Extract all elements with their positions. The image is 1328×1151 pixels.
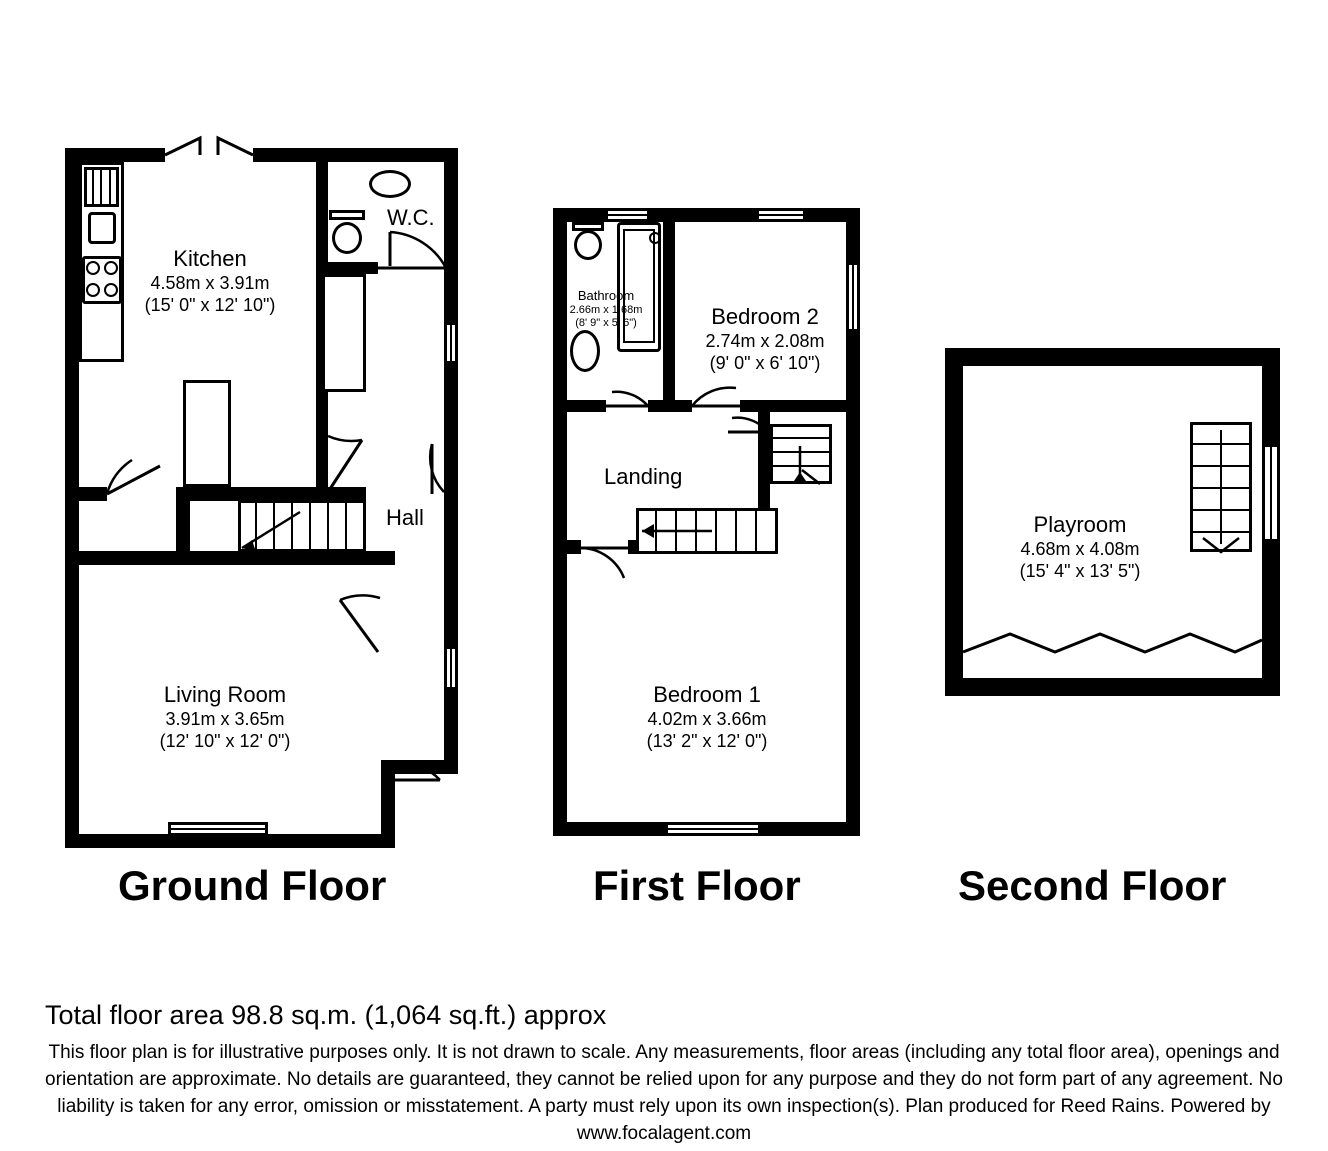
- second-floor-plan: [920, 0, 1328, 909]
- bathroom-basin: [570, 330, 600, 372]
- wall-ground-left-stub: [65, 487, 107, 501]
- room-label-hall: Hall: [386, 505, 424, 530]
- wall-first-landing-left: [553, 540, 581, 554]
- wc-toilet-bowl: [332, 222, 362, 254]
- room-label-bedroom1: [620, 682, 794, 753]
- room-label-playroom: [960, 512, 1200, 583]
- playroom-name: Playroom: [1033, 512, 1127, 537]
- kitchen-sink: [88, 212, 116, 244]
- second-floor-title: Second Floor: [958, 862, 1227, 909]
- ground-staircase: [238, 500, 366, 552]
- wall-ground-right-lower: [444, 686, 458, 761]
- disclaimer-text: This floor plan is for illustrative purposes only. It is not drawn to scale. Any measurements, floor areas (including any total floor area), openings and orientation are approximate. No details are guaranteed, they cannot be relied upon for any purpose and they do not form part of any agreement. No liability is taken for any error, omission or misstatement. A party must rely upon its own inspection(s). Plan produced for Reed Rains. Powered by www.focalagent.com: [45, 1042, 1283, 1144]
- bedroom2-name: Bedroom 2: [711, 304, 819, 329]
- kitchen-cupboard-lines: [84, 167, 119, 207]
- wall-ground-right-step-top: [381, 760, 458, 774]
- room-label-bathroom: [550, 288, 662, 331]
- wall-second-top: [945, 348, 1280, 366]
- ground-floor-plan: [0, 0, 500, 909]
- wall-ground-mid-horizontal: [176, 487, 366, 501]
- window-bathroom-top: [605, 208, 650, 222]
- bathroom-dim-imperial: (8' 9" x 5' 6"): [575, 317, 637, 330]
- wall-first-bed2-bottom2: [740, 400, 860, 412]
- room-label-bedroom2: [680, 304, 850, 375]
- room-label-wc: W.C.: [387, 205, 435, 230]
- ground-floor-title: Ground Floor: [118, 862, 387, 909]
- window-playroom-right: [1262, 444, 1280, 542]
- bathroom-bath: [617, 222, 661, 352]
- bedroom2-dim-imperial: (9' 0" x 6' 10"): [709, 352, 821, 373]
- wall-first-bathroom-right: [663, 208, 675, 408]
- living-room-dim-metric: 3.91m x 3.65m: [165, 708, 285, 729]
- total-floor-area: Total floor area 98.8 sq.m. (1,064 sq.ft.) approx: [45, 1000, 607, 1030]
- wall-ground-living-top: [65, 551, 395, 565]
- bathroom-toilet-bowl: [574, 230, 602, 260]
- wall-ground-stair-wall: [176, 487, 190, 557]
- first-floor-staircase-up: [770, 424, 832, 484]
- playroom-dim-imperial: (15' 4" x 13' 5"): [1019, 560, 1141, 581]
- bedroom2-dim-metric: 2.74m x 2.08m: [705, 330, 825, 351]
- living-room-name: Living Room: [163, 682, 287, 707]
- wall-ground-top-right: [253, 148, 458, 162]
- bathroom-dim-metric: 2.66m x 1.68m: [569, 303, 643, 316]
- window-living-right: [444, 646, 458, 690]
- wc-basin: [369, 170, 411, 198]
- wall-second-bottom: [945, 678, 1280, 696]
- bathroom-name: Bathroom: [577, 288, 635, 303]
- window-bedroom2-top: [756, 208, 806, 222]
- kitchen-counter-right: [322, 274, 366, 392]
- wall-ground-top-left: [65, 148, 165, 162]
- room-label-landing: Landing: [604, 464, 683, 489]
- room-label-kitchen: [110, 246, 310, 317]
- wall-first-bottom-right: [758, 822, 860, 836]
- wall-second-right-top: [1262, 348, 1280, 446]
- living-room-dim-imperial: (12' 10" x 12' 0"): [159, 730, 291, 751]
- bedroom1-name: Bedroom 1: [653, 682, 761, 707]
- kitchen-unit-bottom: [183, 380, 231, 487]
- wc-toilet-cistern: [329, 210, 365, 220]
- first-floor-plan: [500, 0, 920, 909]
- wall-first-right-top: [846, 208, 860, 266]
- wall-first-bottom-left: [553, 822, 668, 836]
- kitchen-dim-imperial: (15' 0" x 12' 10"): [144, 294, 276, 315]
- bedroom1-dim-metric: 4.02m x 3.66m: [647, 708, 767, 729]
- bedroom1-dim-imperial: (13' 2" x 12' 0"): [646, 730, 768, 751]
- room-label-living-room: [125, 682, 325, 753]
- playroom-dim-metric: 4.68m x 4.08m: [1020, 538, 1140, 559]
- wall-ground-bottom: [65, 834, 395, 848]
- wall-first-bathroom-bottom: [566, 400, 606, 412]
- kitchen-dim-metric: 4.58m x 3.91m: [150, 272, 270, 293]
- first-floor-staircase-down: [636, 508, 778, 554]
- bathroom-toilet-cistern: [572, 222, 604, 231]
- window-living-bottom: [168, 822, 268, 836]
- wall-ground-right-upper: [444, 148, 458, 328]
- wall-second-right-bottom: [1262, 540, 1280, 696]
- first-floor-title: First Floor: [593, 862, 801, 909]
- window-bedroom1-bottom: [665, 822, 761, 836]
- wall-ground-right-mid: [444, 360, 458, 650]
- kitchen-name: Kitchen: [173, 246, 247, 271]
- wall-first-bed2-bottom: [648, 400, 692, 412]
- window-kitchen-right: [444, 322, 458, 364]
- wall-ground-right-step: [381, 774, 395, 836]
- wall-ground-wc-left: [316, 148, 328, 273]
